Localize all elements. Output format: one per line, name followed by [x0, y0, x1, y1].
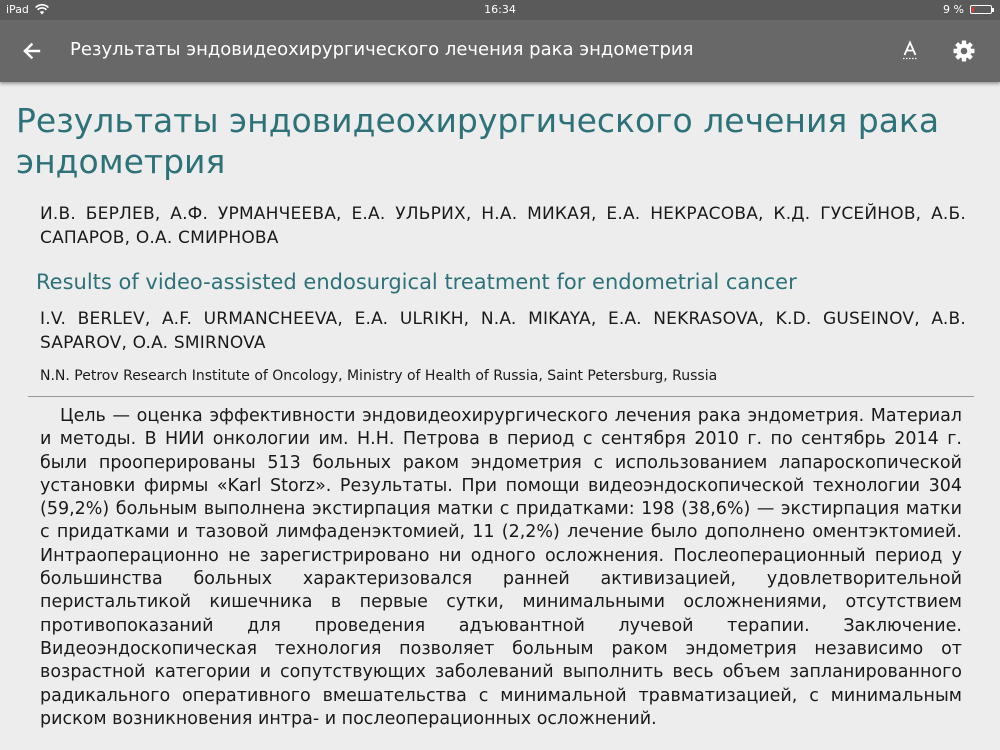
back-button[interactable]	[14, 33, 50, 69]
app-bar	[0, 20, 1000, 82]
font-size-button[interactable]	[892, 33, 928, 69]
device-name: iPad	[6, 3, 29, 16]
arrow-back-icon	[14, 33, 50, 69]
authors-ru: И.В. БЕРЛЕВ, А.Ф. УРМАНЧЕЕВА, Е.А. УЛЬРИХ, Н.А. МИКАЯ, Е.А. НЕКРАСОВА, К.Д. ГУСЕЙНОВ, А.Б. САПАРОВ, О.А. СМИРНОВА	[40, 204, 966, 248]
abstract-text: Цель — оценка эффективности эндовидеохирургического лечения рака эндометрия. Материал и методы. В НИИ онкологии им. Н.Н. Петрова в период с сентября 2010 г. по сентябрь 2014 г. были прооперированы 513 больных раком эндометрия с использованием лапароскопической установки фирмы «Karl Storz». Результаты. При помощи видеоэндоскопической технологии 304 (59,2%) больным выполнена экстирпация матки с придатками: 198 (38,6%) — экстирпация матки с придатками и тазовой лимфаденэктомией, 11 (2,2%) лечение было дополнено оментэктомией. Интраоперационно не зарегистрировано ни одного осложнения. Послеоперационный период у большинства больных характеризовался ранней активизацией, удовлетворительной перистальтикой кишечника в первые сутки, минимальными осложнениями, отсутствием противопоказаний для проведения адъювантной лучевой терапии. Заключение. Видеоэндоскопическая технология позволяет больным раком эндометрия независимо от возрастной категории и сопутствующих заболеваний выполнить весь объем запланированного радикального оперативного вмешательства с минимальной травматизацией, с минимальным риском возникновения интра- и послеоперационных осложнений.	[40, 406, 962, 729]
affiliation: N.N. Petrov Research Institute of Oncology, Ministry of Health of Russia, Saint Petersburg, Russia	[40, 368, 718, 384]
settings-button[interactable]	[946, 33, 982, 69]
article-title-en: Results of video-assisted endosurgical treatment for endometrial cancer	[36, 270, 797, 294]
authors-en: I.V. BERLEV, A.F. URMANCHEEVA, E.A. ULRIKH, N.A. MIKAYA, E.A. NEKRASOVA, K.D. GUSEINOV, A.B. SAPAROV, O.A. SMIRNOVA	[40, 309, 966, 353]
article-title-ru: Результаты эндовидеохирургического лечения рака эндометрия	[16, 101, 940, 181]
battery-percent: 9 %	[943, 3, 964, 16]
status-right	[943, 3, 992, 16]
battery-icon	[970, 5, 992, 14]
gear-icon	[946, 33, 982, 69]
status-time: 16:34	[484, 3, 516, 16]
article-content[interactable]	[0, 82, 1000, 750]
app-bar-title: Результаты эндовидеохирургического лечения рака эндометрия	[70, 39, 694, 60]
status-bar	[0, 0, 1000, 20]
divider	[28, 396, 974, 397]
font-size-icon	[892, 33, 928, 69]
battery-level	[972, 7, 974, 12]
